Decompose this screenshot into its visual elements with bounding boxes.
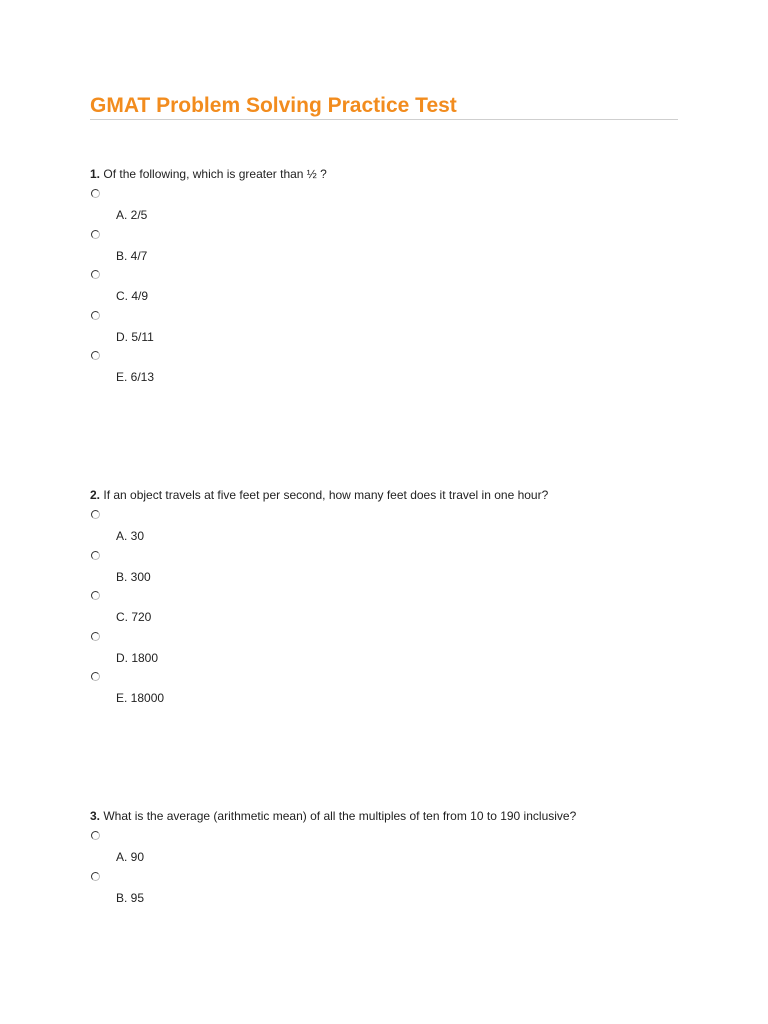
answer-option-label[interactable]: C. 4/9 <box>116 289 149 303</box>
question-3-number: 3. <box>90 809 101 823</box>
answer-option-label[interactable]: D. 5/11 <box>116 329 154 344</box>
answer-option[interactable] <box>90 266 678 307</box>
answer-option[interactable] <box>90 547 678 588</box>
document-page <box>90 92 678 905</box>
answer-option-label[interactable]: D. 1800 <box>116 650 159 665</box>
radio-button[interactable] <box>91 351 100 360</box>
answer-option[interactable] <box>90 587 678 628</box>
answer-option[interactable] <box>90 827 678 868</box>
radio-button[interactable] <box>91 591 100 600</box>
radio-button[interactable] <box>91 189 100 198</box>
answer-option-label[interactable]: A. 30 <box>116 529 145 543</box>
radio-button[interactable] <box>91 632 100 641</box>
answer-option[interactable] <box>90 347 678 388</box>
question-1 <box>90 167 678 388</box>
question-3-text <box>90 809 678 823</box>
question-2-text <box>90 488 678 502</box>
answer-option-label[interactable]: B. 300 <box>116 569 151 584</box>
answer-option[interactable] <box>90 307 678 348</box>
question-3-options <box>90 827 678 908</box>
question-2 <box>90 488 678 709</box>
answer-option-label[interactable]: C. 720 <box>116 610 152 624</box>
question-3-prompt: What is the average (arithmetic mean) of all the multiples of ten from 10 to 190 inclusive? <box>103 809 577 823</box>
answer-option-label[interactable]: E. 6/13 <box>116 370 155 384</box>
answer-option-label[interactable]: B. 95 <box>116 890 145 905</box>
radio-button[interactable] <box>91 311 100 320</box>
answer-option[interactable] <box>90 226 678 267</box>
question-1-number: 1. <box>90 167 101 181</box>
answer-option-label[interactable]: A. 90 <box>116 850 145 864</box>
answer-option-label[interactable]: B. 4/7 <box>116 248 148 263</box>
question-1-options <box>90 185 678 388</box>
answer-option[interactable] <box>90 868 678 909</box>
radio-button[interactable] <box>91 831 100 840</box>
radio-button[interactable] <box>91 230 100 239</box>
page-title: GMAT Problem Solving Practice Test <box>90 94 457 117</box>
radio-button[interactable] <box>91 510 100 519</box>
answer-option[interactable] <box>90 185 678 226</box>
question-2-options <box>90 506 678 709</box>
question-2-number: 2. <box>90 488 101 502</box>
radio-button[interactable] <box>91 672 100 681</box>
answer-option[interactable] <box>90 668 678 709</box>
answer-option-label[interactable]: A. 2/5 <box>116 208 148 222</box>
question-3 <box>90 809 678 908</box>
question-1-text <box>90 167 678 181</box>
answer-option[interactable] <box>90 628 678 669</box>
question-2-prompt: If an object travels at five feet per second, how many feet does it travel in one hour? <box>103 488 549 502</box>
question-1-prompt: Of the following, which is greater than ½ ? <box>103 167 327 181</box>
radio-button[interactable] <box>91 270 100 279</box>
radio-button[interactable] <box>91 872 100 881</box>
answer-option-label[interactable]: E. 18000 <box>116 691 165 705</box>
radio-button[interactable] <box>91 551 100 560</box>
answer-option[interactable] <box>90 506 678 547</box>
title-divider <box>90 119 678 120</box>
